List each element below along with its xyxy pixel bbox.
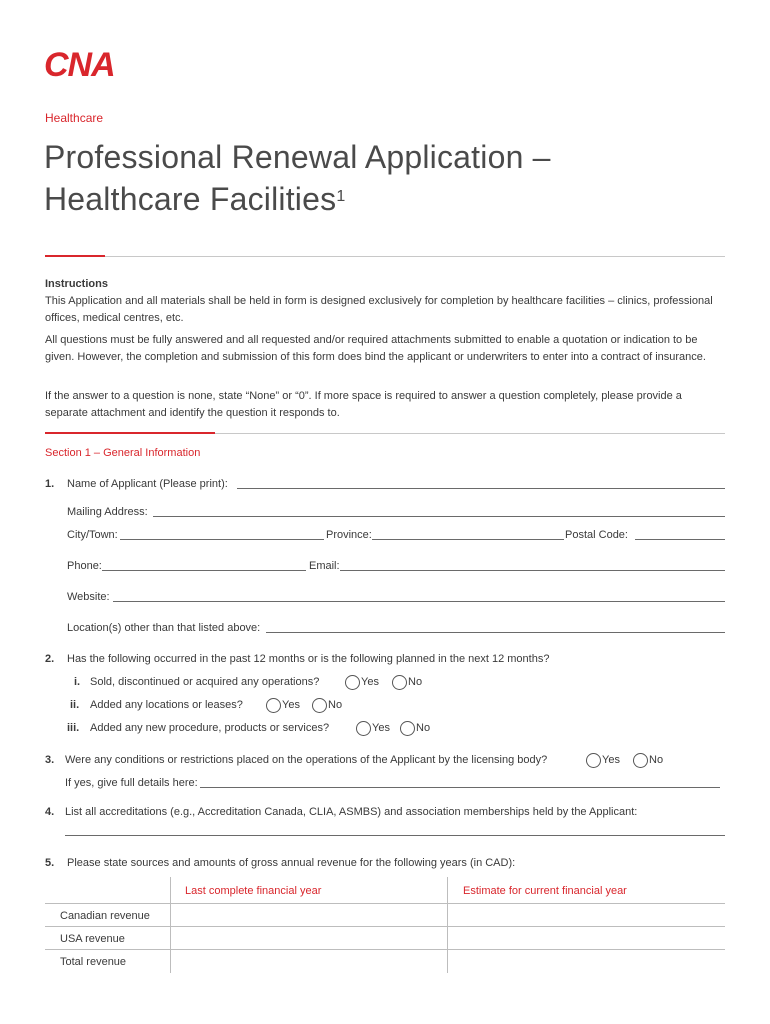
q2-iii-no-label: No	[416, 722, 431, 734]
eyebrow-label: Healthcare	[45, 111, 104, 125]
footnote-marker: 1	[336, 188, 346, 205]
q2-ii-text: Added any locations or leases?	[90, 699, 243, 711]
q4-answer-field[interactable]	[65, 835, 725, 836]
page-title	[44, 136, 551, 220]
website-label: Website:	[67, 591, 110, 603]
other-locations-field[interactable]	[266, 632, 725, 633]
other-locations-label: Location(s) other than that listed above:	[67, 622, 261, 634]
header-accent-rule	[45, 255, 105, 257]
revenue-row-total: Total revenue	[60, 956, 127, 968]
q2-iii-text: Added any new procedure, products or services?	[90, 722, 330, 734]
phone-field[interactable]	[102, 570, 306, 571]
email-field[interactable]	[340, 570, 725, 571]
province-label: Province:	[326, 529, 372, 541]
total-revenue-last-year-cell[interactable]	[171, 950, 447, 972]
q3-number: 3.	[45, 754, 55, 766]
canadian-revenue-current-year-cell[interactable]	[448, 904, 725, 926]
usa-revenue-last-year-cell[interactable]	[171, 927, 447, 949]
q1-number: 1.	[45, 478, 55, 490]
q5-text: Please state sources and amounts of gross annual revenue for the following years (in CAD):	[67, 857, 516, 869]
section-1-title: Section 1 – General Information	[45, 447, 201, 459]
q2-ii-no-label: No	[328, 699, 343, 711]
total-revenue-current-year-cell[interactable]	[448, 950, 725, 972]
q4-text: List all accreditations (e.g., Accreditation Canada, CLIA, ASMBS) and association memberships held by the Applicant:	[65, 806, 638, 818]
q2-i-yes-label: Yes	[361, 676, 379, 688]
q3-no-radio[interactable]	[633, 753, 648, 768]
q2-iii-yes-radio[interactable]	[356, 721, 371, 736]
q3-details-label: If yes, give full details here:	[65, 777, 198, 789]
revenue-row-usa: USA revenue	[60, 933, 125, 945]
header-divider	[45, 256, 725, 257]
q4-number: 4.	[45, 806, 55, 818]
applicant-name-field[interactable]	[237, 488, 725, 489]
postal-code-label: Postal Code:	[565, 529, 628, 541]
q2-iii-number: iii.	[67, 722, 80, 734]
q3-yes-label: Yes	[602, 754, 620, 766]
title-line-1: Professional Renewal Application –	[44, 139, 551, 175]
phone-label: Phone:	[67, 560, 102, 572]
q3-text: Were any conditions or restrictions placed on the operations of the Applicant by the licensing body?	[65, 754, 548, 766]
q2-ii-yes-label: Yes	[282, 699, 300, 711]
q2-i-number: i.	[74, 676, 81, 688]
province-field[interactable]	[372, 539, 564, 540]
mailing-address-label: Mailing Address:	[67, 506, 148, 518]
q5-number: 5.	[45, 857, 55, 869]
revenue-col-current-year: Estimate for current financial year	[463, 885, 627, 897]
title-line-2: Healthcare Facilities$^1$	[44, 181, 346, 217]
q2-i-no-radio[interactable]	[392, 675, 407, 690]
instructions-paragraph-3: If the answer to a question is none, state “None” or “0”. If more space is required to answer a question completely, please provide a separate attachment and identify the question it responds to.	[45, 390, 682, 419]
q2-i-yes-radio[interactable]	[345, 675, 360, 690]
city-field[interactable]	[120, 539, 324, 540]
revenue-row-canadian: Canadian revenue	[60, 910, 150, 922]
instructions-paragraph-2: All questions must be fully answered and all requested and/or required attachments submitted to enable a quotation or indication to be given. However, the completion and submission of this form does bind the applicant or underwriters to enter into a contract of insurance.	[45, 334, 706, 363]
q2-text: Has the following occurred in the past 12 months or is the following planned in the next 12 months?	[67, 653, 550, 665]
canadian-revenue-last-year-cell[interactable]	[171, 904, 447, 926]
website-field[interactable]	[113, 601, 725, 602]
city-label: City/Town:	[67, 529, 118, 541]
q2-iii-yes-label: Yes	[372, 722, 390, 734]
cna-logo	[44, 46, 138, 80]
revenue-col-last-year: Last complete financial year	[185, 885, 322, 897]
q2-ii-yes-radio[interactable]	[266, 698, 281, 713]
usa-revenue-current-year-cell[interactable]	[448, 927, 725, 949]
q2-ii-no-radio[interactable]	[312, 698, 327, 713]
q3-no-label: No	[649, 754, 664, 766]
mailing-address-field[interactable]	[153, 516, 725, 517]
svg-text:CNA: CNA	[44, 46, 115, 80]
q2-i-no-label: No	[408, 676, 423, 688]
q2-i-text: Sold, discontinued or acquired any operations?	[90, 676, 320, 688]
section-accent-rule	[45, 432, 215, 434]
q3-yes-radio[interactable]	[586, 753, 601, 768]
instructions-heading: Instructions	[45, 278, 108, 290]
q3-details-field[interactable]	[200, 787, 720, 788]
email-label: Email:	[309, 560, 340, 572]
q2-iii-no-radio[interactable]	[400, 721, 415, 736]
q2-number: 2.	[45, 653, 55, 665]
applicant-name-label: Name of Applicant (Please print):	[67, 478, 228, 490]
q2-ii-number: ii.	[70, 699, 80, 711]
postal-code-field[interactable]	[635, 539, 725, 540]
instructions-paragraph-1: This Application and all materials shall be held in form is designed exclusively for completion by healthcare facilities – clinics, professional offices, medical centres, etc.	[45, 295, 713, 324]
